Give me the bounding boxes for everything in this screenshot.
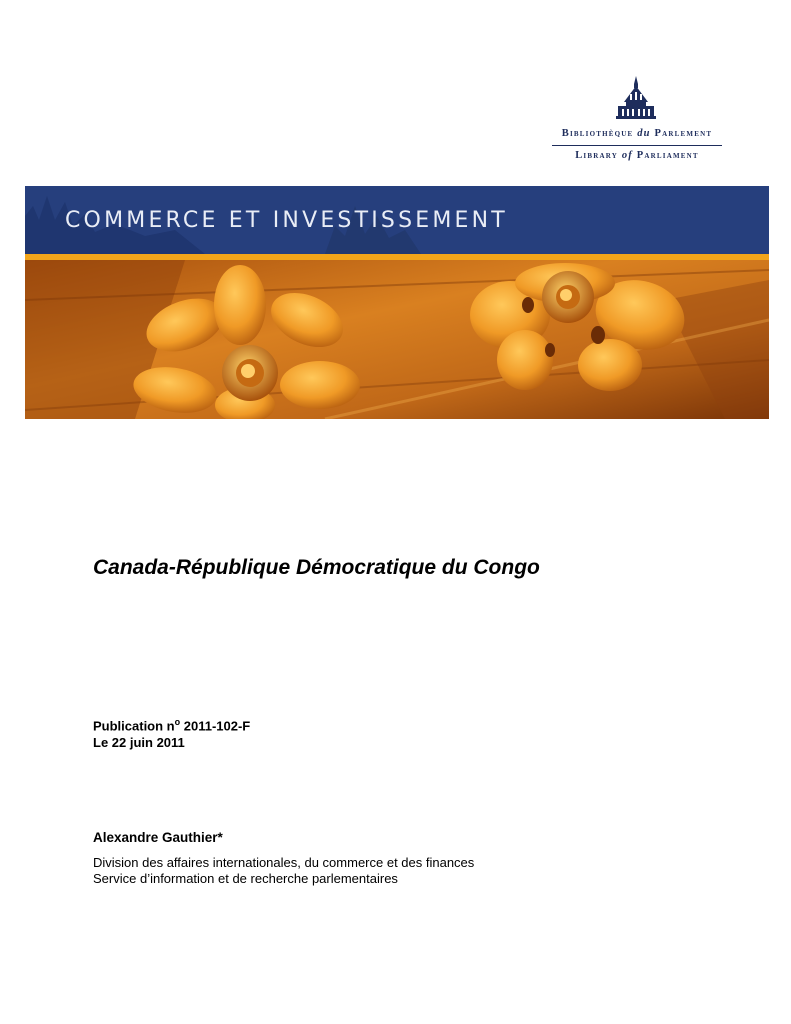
service-line: Service d’information et de recherche parlementaires	[93, 871, 398, 886]
author-affiliation	[93, 855, 474, 887]
carved-wood-image	[25, 260, 769, 419]
author-name: Alexandre Gauthier*	[93, 830, 223, 845]
logo-name-english: Library of Parliament	[575, 150, 699, 161]
publication-number: Publication $n^o$ 2011-102-F	[93, 717, 251, 734]
series-banner	[25, 186, 769, 419]
banner-title: COMMERCE ET INVESTISSEMENT	[65, 208, 508, 233]
parliament-library-icon	[616, 76, 656, 120]
publication-date: Le 22 juin 2011	[93, 735, 185, 751]
publication-info	[93, 714, 250, 751]
logo-name-french: Bibliothèque du Parlement	[561, 128, 713, 139]
logo-divider	[552, 145, 722, 146]
banner-header	[25, 186, 769, 254]
division-line: Division des affaires internationales, du commerce et des finances	[93, 855, 475, 870]
document-title: Canada-République Démocratique du Congo	[93, 556, 540, 579]
